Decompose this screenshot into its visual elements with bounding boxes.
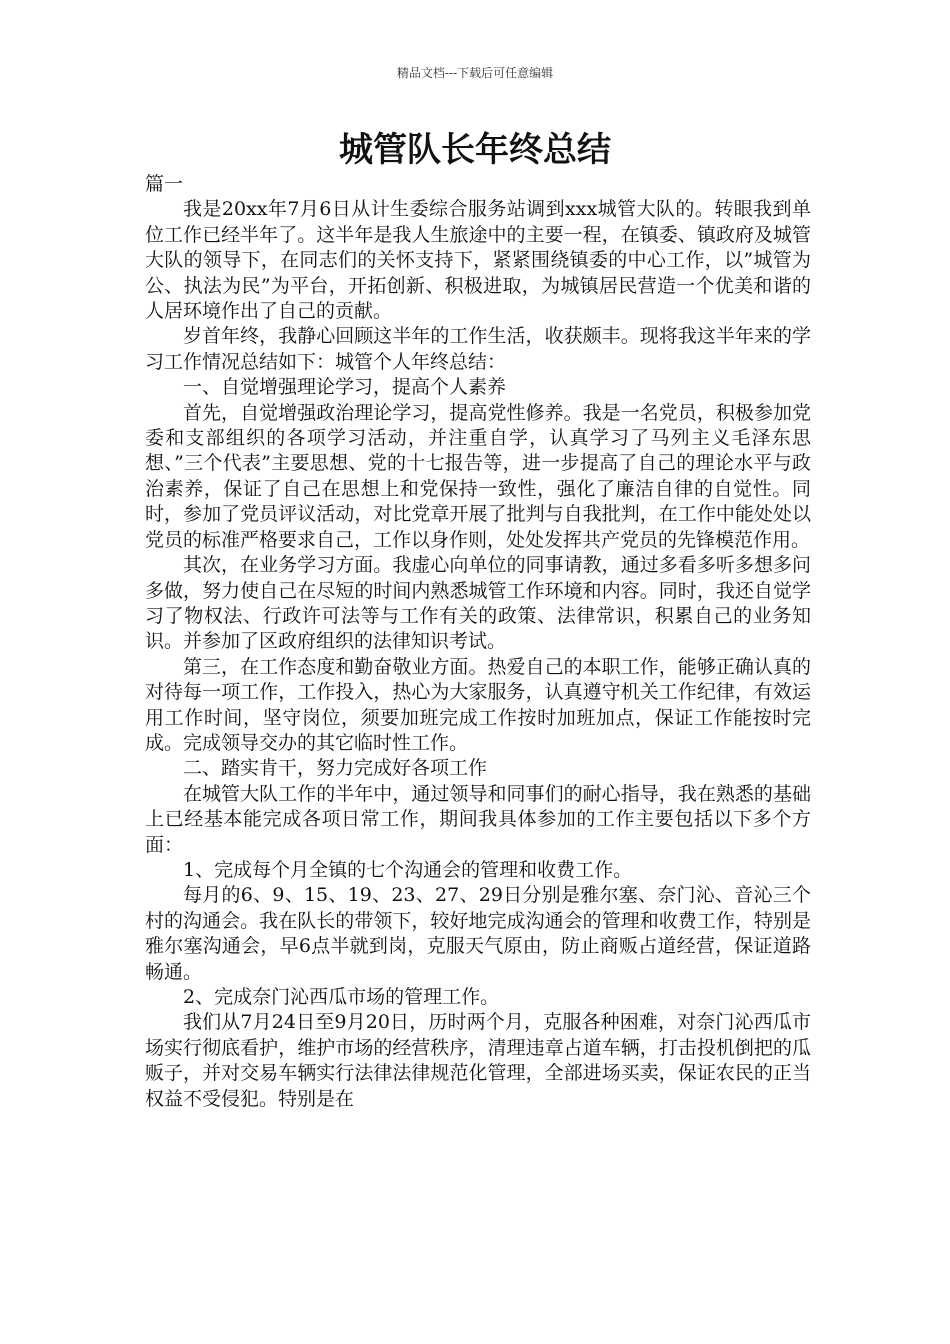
paragraph-review: 岁首年终，我静心回顾这半年的工作生活，收获颇丰。现将我这半年来的学习工作情况总结如下：城管个人年终总结：: [145, 325, 811, 373]
section-label: 篇一: [145, 173, 184, 195]
header-note: 精品文档---下载后可任意编辑: [396, 66, 554, 80]
heading-theory-study: 一、自觉增强理论学习，提高个人素养: [183, 376, 507, 399]
item-communication-meetings: 1、完成每个月全镇的七个沟通会的管理和收费工作。: [183, 858, 633, 881]
heading-work-tasks: 二、踏实肯干，努力完成好各项工作: [183, 757, 488, 780]
document-body: [145, 172, 811, 1112]
paragraph-work-overview: 在城管大队工作的半年中，通过领导和同事们的耐心指导，我在熟悉的基础上已经基本能完成各项日常工作，期间我具体参加的工作主要包括以下多个方面：: [145, 782, 811, 856]
paragraph-intro: 我是20xx年7月6日从计生委综合服务站调到xxx城管大队的。转眼我到单位工作已经半年了。这半年是我人生旅途中的主要一程，在镇委、镇政府及城管大队的领导下，在同志们的关怀支持下，紧紧围绕镇委的中心工作，以”城管为公、执法为民”为平台，开拓创新、积极进取，为城镇居民营造一个优美和谐的人居环境作出了自己的贡献。: [145, 198, 811, 323]
paragraph-business-study: 其次，在业务学习方面。我虚心向单位的同事请教，通过多看多听多想多问多做，努力使自己在尽短的时间内熟悉城管工作环境和内容。同时，我还自觉学习了物权法、行政许可法等与工作有关的政策、法律常识，积累自己的业务知识。并参加了区政府组织的法律知识考试。: [145, 554, 811, 653]
paragraph-meetings-detail: 每月的6、9、15、19、23、27、29日分别是雅尔塞、奈门沁、音沁三个村的沟通会。我在队长的带领下，较好地完成沟通会的管理和收费工作，特别是雅尔塞沟通会，早6点半就到岗，克服天气原由，防止商贩占道经营，保证道路畅通。: [145, 884, 811, 983]
paragraph-political-study: 首先，自觉增强政治理论学习，提高党性修养。我是一名党员，积极参加党委和支部组织的各项学习活动，并注重自学，认真学习了马列主义毛泽东思想、”三个代表”主要思想、党的十七报告等，进一步提高了自己的理论水平与政治素养，保证了自己在思想上和党保持一致性，强化了廉洁自律的自觉性。同时，参加了党员评议活动，对比党章开展了批判与自我批判，在工作中能处处以党员的标准严格要求自己，工作以身作则，处处发挥共产党员的先锋模范作用。: [145, 401, 811, 551]
paragraph-work-attitude: 第三，在工作态度和勤奋敬业方面。热爱自己的本职工作，能够正确认真的对待每一项工作，工作投入，热心为大家服务，认真遵守机关工作纪律，有效运用工作时间，坚守岗位，须要加班完成工作按时加班加点，保证工作能按时完成。完成领导交办的其它临时性工作。: [145, 655, 811, 754]
document-title: 城管队长年终总结: [339, 130, 611, 170]
paragraph-market-detail: 我们从7月24日至9月20日，历时两个月，克服各种困难，对奈门沁西瓜市场实行彻底看护，维护市场的经营秩序，清理违章占道车辆，打击投机倒把的瓜贩子，并对交易车辆实行法律法律规范化管理，全部进场买卖，保证农民的正当权益不受侵犯。特别是在: [145, 1011, 811, 1110]
item-watermelon-market: 2、完成奈门沁西瓜市场的管理工作。: [183, 986, 500, 1008]
